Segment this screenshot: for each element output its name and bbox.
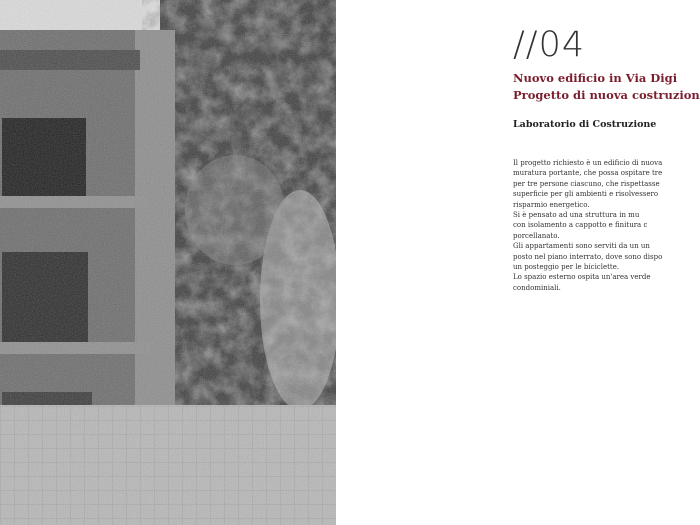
description-line: Il progetto richiesto è un edificio di nuova xyxy=(513,159,663,167)
description-line: Lo spazio esterno ospita un'area verde xyxy=(513,273,651,282)
description-line: posto nel piano interrato, dove sono dispo xyxy=(513,252,663,261)
description-line: porcellanato. xyxy=(513,231,560,240)
description-line: muratura portante, che possa ospitare tre xyxy=(513,169,663,178)
page-number: //04 xyxy=(513,25,586,65)
description-line: risparmio energetico. xyxy=(513,200,590,209)
description-line: Gli appartamenti sono serviti da un un xyxy=(513,242,650,251)
project-description-column xyxy=(513,0,700,525)
description-line: un posteggio per le biciclette. xyxy=(513,263,620,272)
building-render-image xyxy=(0,0,336,525)
course-name: Laboratorio di Costruzione xyxy=(513,119,657,130)
description-line: superficie per gli ambienti e risolvessero xyxy=(513,190,659,199)
description-line: per tre persone ciascuno, che rispettasse xyxy=(513,179,660,188)
project-description xyxy=(513,158,700,293)
project-title: Nuovo edificio in Via Digi xyxy=(513,71,678,85)
description-line: Si è pensato ad una struttura in mu xyxy=(513,211,640,220)
description-line: condominiali. xyxy=(513,283,561,292)
project-subtitle: Progetto di nuova costruzion xyxy=(513,88,700,102)
description-line: con isolamento a cappotto e finitura c xyxy=(513,221,648,230)
